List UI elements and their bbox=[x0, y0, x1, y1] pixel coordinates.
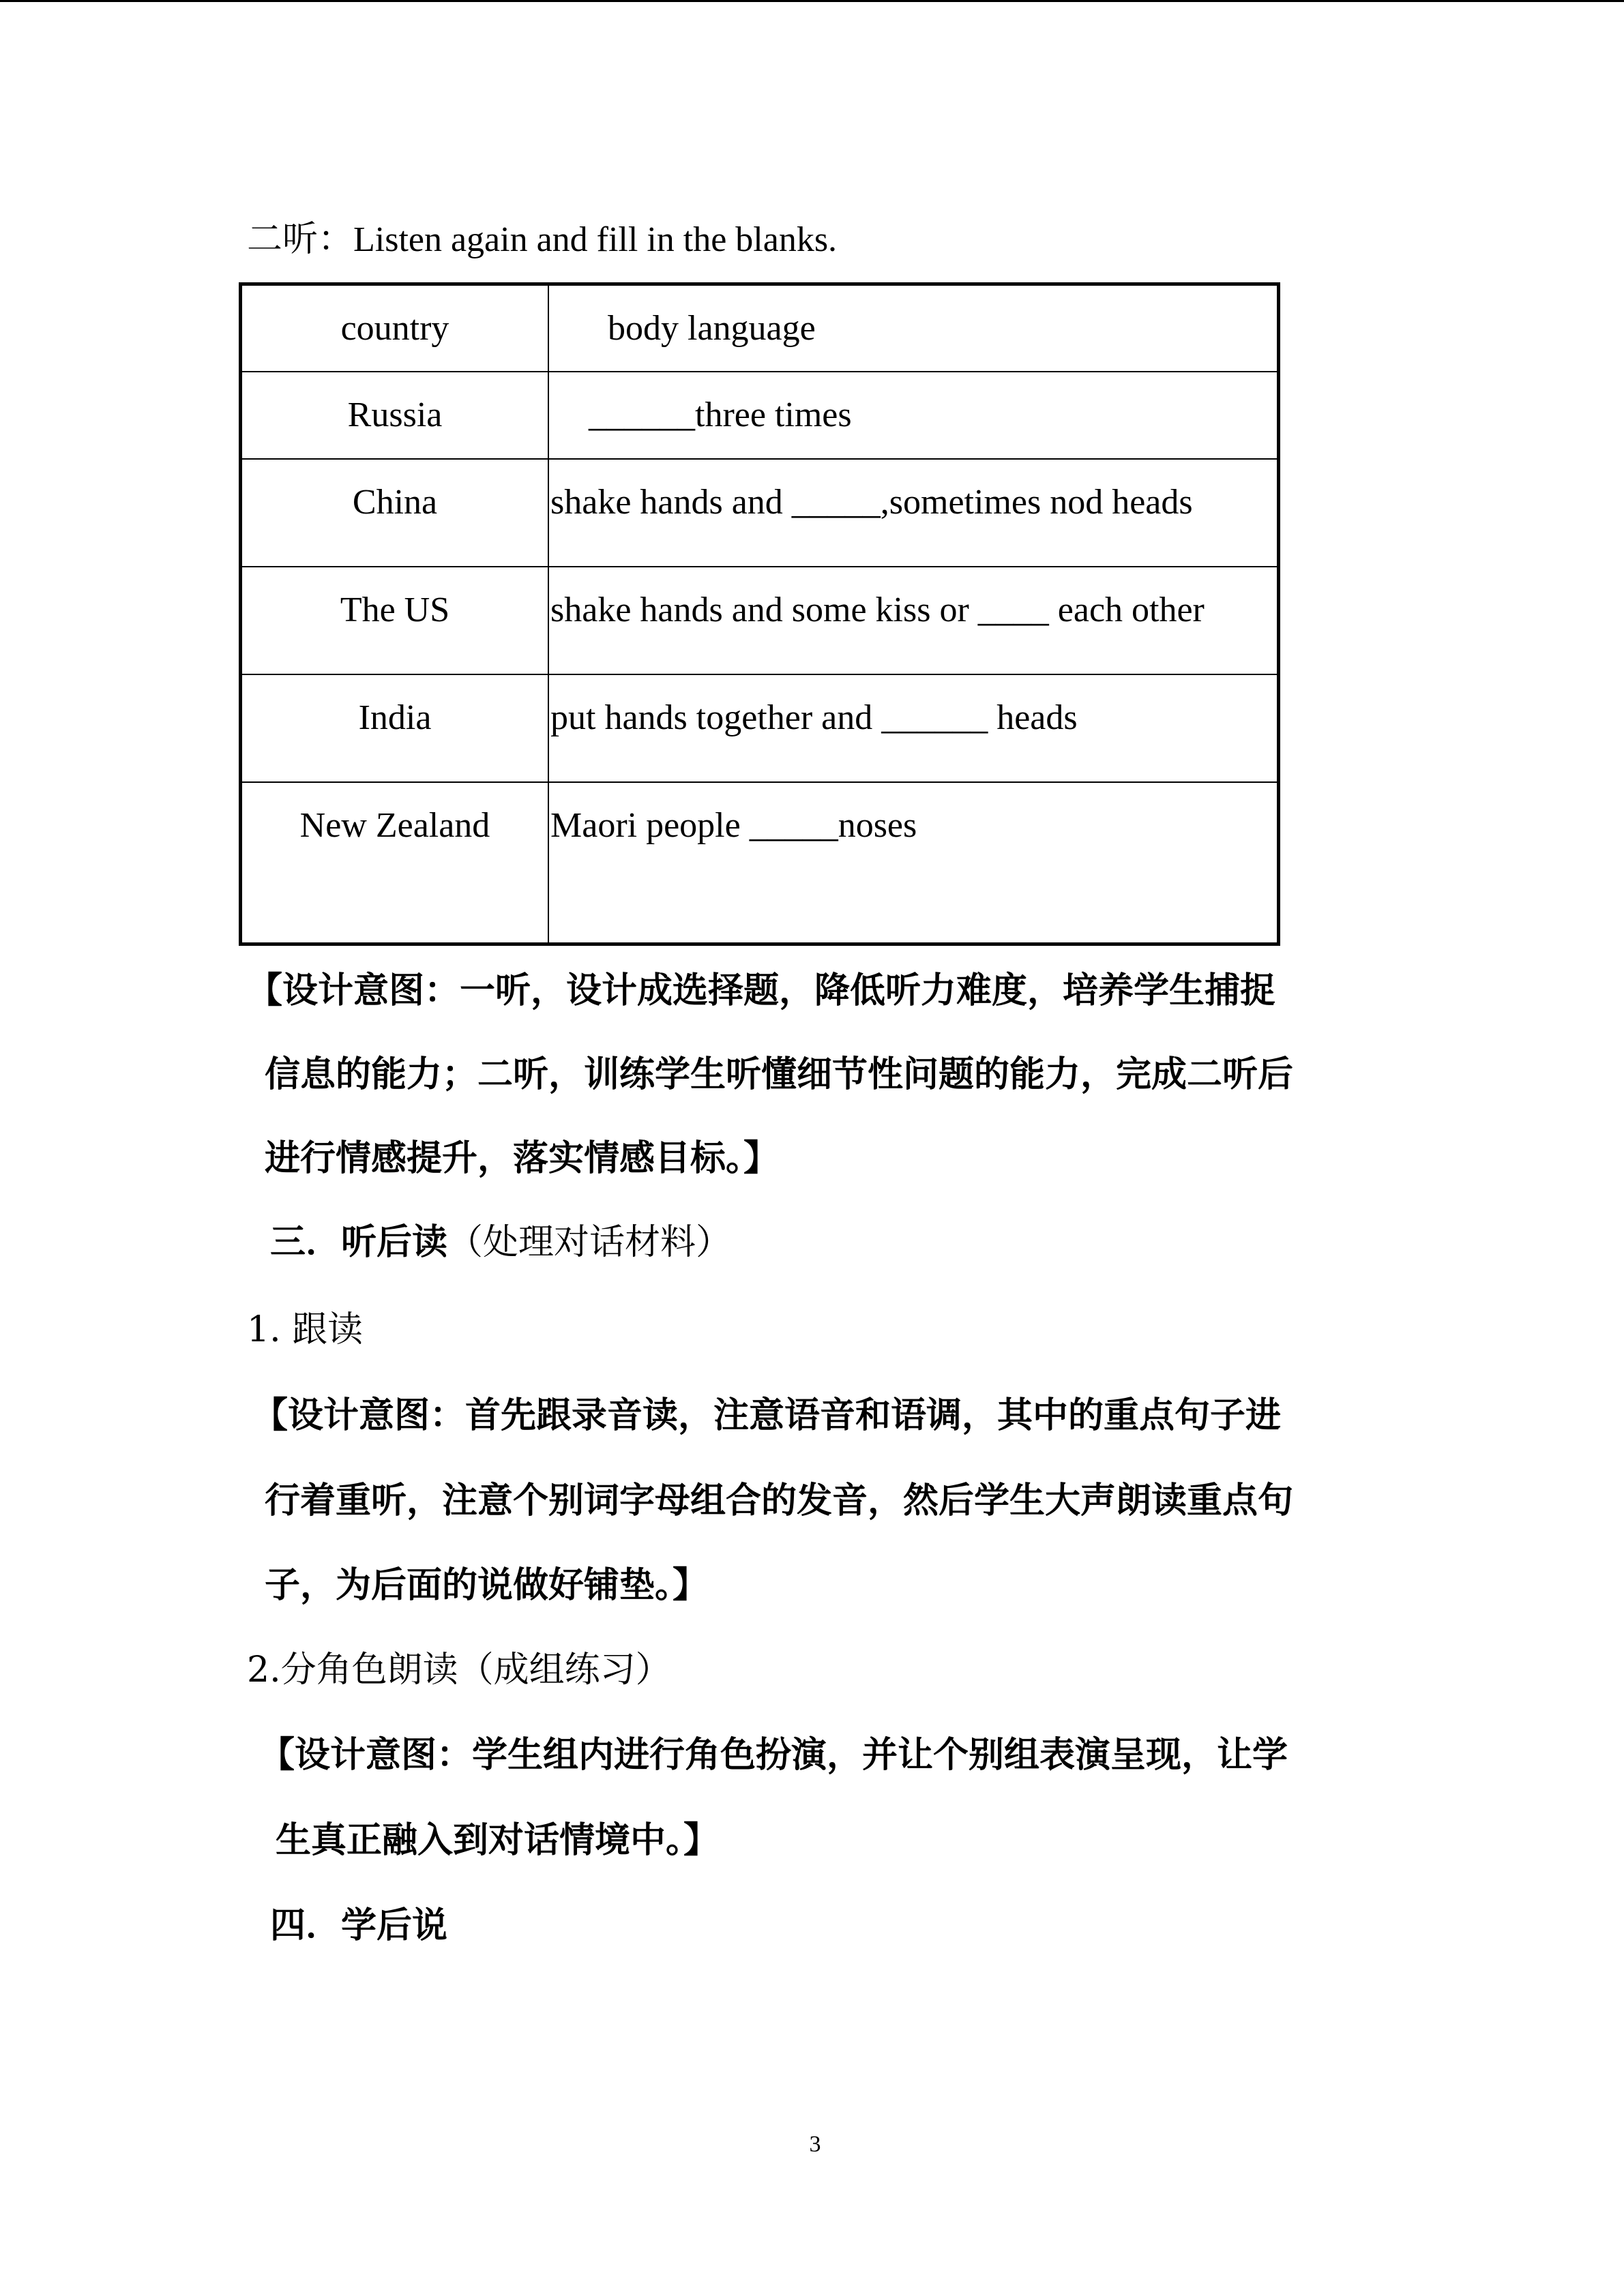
design-intent-1-line-3: 进行情感提升，落实情感目标。】 bbox=[265, 1137, 780, 1179]
table-row bbox=[241, 782, 1279, 944]
body-language-cell: put hands together and ______ heads bbox=[548, 674, 1279, 782]
country-cell: The US bbox=[241, 567, 549, 674]
design-intent-2-line-3: 子，为后面的说做好铺垫。】 bbox=[265, 1564, 709, 1606]
design-intent-3-line-2: 生真正融入到对话情境中。】 bbox=[276, 1819, 720, 1861]
page-number: 3 bbox=[809, 2132, 821, 2157]
design-intent-3-line-1: 【设计意图：学生组内进行角色扮演，并让个别组表演呈现，让学 bbox=[259, 1734, 1288, 1776]
body-language-cell: ______three times bbox=[548, 372, 1279, 459]
country-cell: New Zealand bbox=[241, 782, 549, 944]
body-language-cell: Maori people _____noses bbox=[548, 782, 1279, 944]
table-row bbox=[241, 372, 1279, 459]
country-cell: Russia bbox=[241, 372, 549, 459]
header-country-cell: country bbox=[241, 284, 549, 372]
fill-in-blanks-table bbox=[239, 282, 1280, 946]
section-3-label: 三．听后读 bbox=[270, 1221, 448, 1263]
section-3-note: （处理对话材料） bbox=[447, 1222, 732, 1263]
step-2-role-reading: 2.分角色朗读（成组练习） bbox=[247, 1650, 671, 1690]
table-header-row bbox=[241, 284, 1279, 372]
design-intent-2-line-2: 行着重听，注意个别词字母组合的发音，然后学生大声朗读重点句 bbox=[265, 1480, 1294, 1521]
table-row bbox=[241, 674, 1279, 782]
step-1-follow-reading: 1. 跟读 bbox=[247, 1309, 364, 1350]
section-4-heading: 四．学后说 bbox=[270, 1905, 448, 1946]
listen-again-heading: 二听：Listen again and fill in the blanks. bbox=[247, 220, 838, 259]
top-border-line bbox=[0, 0, 1624, 2]
body-language-cell: shake hands and _____,sometimes nod heads bbox=[548, 459, 1279, 567]
design-intent-1-line-1: 【设计意图：一听，设计成选择题，降低听力难度，培养学生捕捉 bbox=[247, 970, 1276, 1011]
header-body-language-cell: body language bbox=[548, 284, 1279, 372]
country-cell: China bbox=[241, 459, 549, 567]
body-language-cell: shake hands and some kiss or ____ each other bbox=[548, 567, 1279, 674]
table-row bbox=[241, 459, 1279, 567]
design-intent-1-line-2: 信息的能力；二听，训练学生听懂细节性问题的能力，完成二听后 bbox=[265, 1054, 1294, 1095]
country-cell: India bbox=[241, 674, 549, 782]
table-row bbox=[241, 567, 1279, 674]
section-3-heading bbox=[270, 1220, 731, 1265]
design-intent-2-line-1: 【设计意图：首先跟录音读，注意语音和语调，其中的重点句子进 bbox=[252, 1395, 1282, 1436]
